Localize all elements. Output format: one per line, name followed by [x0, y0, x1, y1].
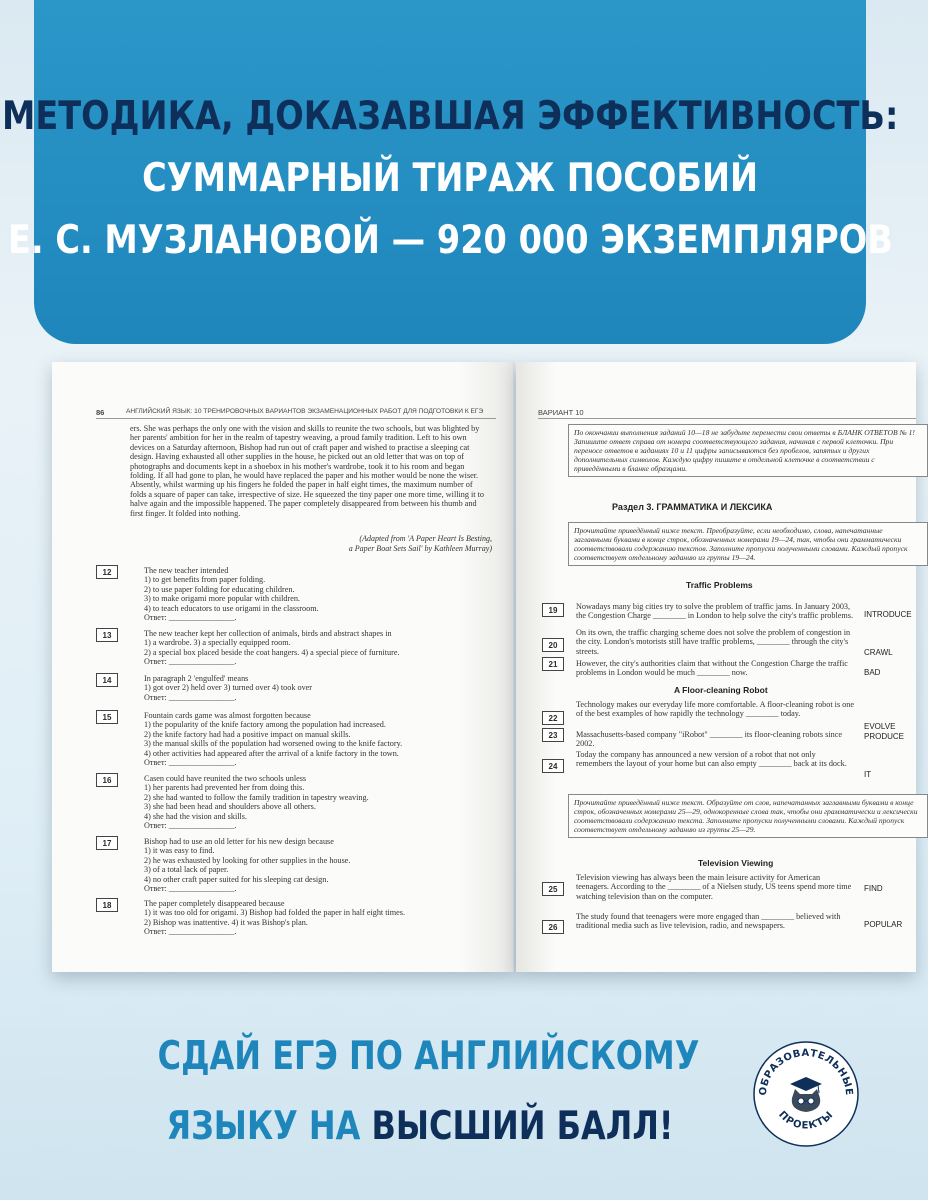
slogan-line-2-normal: ЯЗЫКУ НА [166, 1104, 372, 1149]
publisher-logo [752, 1040, 860, 1148]
base-word: INTRODUCE [864, 610, 912, 619]
header-rule [96, 418, 496, 419]
instruction-box: По окончании выполнения заданий 10—18 не забудьте перенести свои ответы в БЛАНК ОТВЕТОВ № 1! Запишите ответ справа от номера соответствующего задания, начиная с первой клеточки. При переносе ответов в заданиях 10 и 11 цифры записываются без пробелов, запятых и других дополнительных символов. Каждую цифру пишите в отдельной клеточке в соответствии с приведёнными в бланке образцами. [568, 424, 928, 477]
text-title: Television Viewing [698, 858, 774, 868]
right-page [516, 362, 916, 972]
task-sentence: Massachusetts-based company "iRobot" ________ its floor-cleaning robots since 2002. [576, 730, 842, 749]
task-sentence: On its own, the traffic charging scheme does not solve the problem of congestion in the city. London's motorists still have traffic problems, ________ through the city's streets. [576, 628, 851, 656]
left-page [52, 362, 514, 972]
task-sentence: The study found that teenagers were more engaged than ________ believed with traditional media such as live television, radio, and newspapers. [576, 912, 841, 931]
base-word: POPULAR [864, 920, 903, 929]
question-number: 18 [96, 898, 118, 912]
question-number: 22 [542, 711, 564, 725]
logo-seal [752, 1040, 860, 1148]
logo-bottom-text: ПРОЕКТЫ [776, 1109, 836, 1132]
question-number: 13 [96, 628, 118, 642]
instruction-box: Прочитайте приведённый ниже текст. Образуйте от слов, напечатанных заглавными буквами в конце строк, обозначенных номерами 25—29, однокоренные слова так, чтобы они грамматически и лексически соответствовали содержанию текста. Заполните пропуски полученными словами. Каждый пропуск соответствует отдельному заданию из группы 25—29. [568, 794, 928, 838]
header-rule [538, 418, 916, 419]
question-number: 15 [96, 710, 118, 724]
question-text: Casen could have reunited the two schools unless 1) her parents had prevented her from doing this. 2) she had wanted to follow the family tradition in tapestry weaving. 3) she had been head and shoulders above all others. 4) she had the vision and skills. Ответ: ________________. [144, 774, 369, 831]
logo-top-text: ОБРАЗОВАТЕЛЬНЫЕ [757, 1047, 855, 1097]
question-number: 25 [542, 882, 564, 896]
section-title: Раздел 3. ГРАММАТИКА И ЛЕКСИКА [612, 502, 773, 512]
question-text: The paper completely disappeared because 1) it was too old for origami. 3) Bishop had folded the paper in half eight times. 2) Bishop was inattentive. 4) it was Bishop's plan. Ответ: ________________. [144, 899, 406, 937]
slogan-line-1: СДАЙ ЕГЭ ПО АНГЛИЙСКОМУ [157, 1034, 700, 1079]
question-number: 14 [96, 673, 118, 687]
page-number: 86 [96, 408, 105, 417]
question-number: 19 [542, 603, 564, 617]
question-text: The new teacher kept her collection of animals, birds and abstract shapes in 1) a wardrobe. 3) a specially equipped room. 2) a special box placed beside the coat hangers. 4) a special piece of furniture. Ответ: ________________. [144, 629, 400, 667]
base-word: IT [864, 770, 872, 779]
base-word: FIND [864, 884, 883, 893]
question-number: 16 [96, 773, 118, 787]
question-text: Fountain cards game was almost forgotten because 1) the popularity of the knife factory among the population had increased. 2) the knife factory had had a positive impact on manual skills. 3) the manual skills of the population had worsened owing to the knife factory. 4) other activities had appeared after the arrival of a knife factory in the town. Ответ: ________________. [144, 711, 403, 768]
base-word: BAD [864, 668, 881, 677]
base-word: CRAWL [864, 648, 893, 657]
base-word: EVOLVE [864, 722, 896, 731]
task-sentence: Today the company has announced a new version of a robot that not only remembers the layout of your home but can also empty ________ back at its dock. [576, 750, 847, 769]
instruction-box: Прочитайте приведённый ниже текст. Преобразуйте, если необходимо, слова, напечатанные заглавными буквами в конце строк, обозначенных номерами 19—24, так, чтобы они грамматически соответствовали содержанию текстов. Заполните пропуски полученными словами. Каждый пропуск соответствует отдельному заданию из группы 19—24. [568, 522, 928, 566]
question-number: 12 [96, 565, 118, 579]
cat-graduate-icon [790, 1077, 822, 1112]
variant-head: ВАРИАНТ 10 [538, 408, 584, 417]
text-title: A Floor-cleaning Robot [674, 685, 768, 695]
banner-line-3: Е. С. МУЗЛАНОВОЙ — 920 000 ЭКЗЕМПЛЯРОВ [7, 218, 893, 263]
slogan-line-2-strong: ВЫСШИЙ БАЛЛ! [371, 1104, 674, 1149]
question-number: 17 [96, 836, 118, 850]
top-banner [1, 0, 899, 344]
story-paragraph: ers. She was perhaps the only one with the vision and skills to reunite the two schools, but was blighted by her parents' ambition for her in the realm of tapestry weaving, a proud family tradition. Left to his own devices on a Saturday afternoon, Bishop had run out of craft paper and wished to practise a sleeping cat design. Having exhausted all other supplies in the house, he picked out an old letter that was on top of photographs and documents kept in a shoebox in his mother's wardrobe, took it to his room and began folding. If all had gone to plan, he would have replaced the paper and his mother would be none the wiser. Absently, whilst warming up his fingers he folded the paper in half eight times, the maximum number of folds a square of paper can take, irrespective of size. He squeezed the tiny paper one more time, willing it to halve again and the impossible happened. The paper completely disappeared from between his thumb and first finger. It folded into nothing. [130, 424, 484, 518]
question-text: In paragraph 2 'engulfed' means 1) got over 2) held over 3) turned over 4) took over Ответ: ________________. [144, 674, 313, 702]
question-number: 20 [542, 638, 564, 652]
task-sentence: Nowadays many big cities try to solve the problem of traffic jams. In January 2003, the Congestion Charge ________ in London to help solve the city's traffic problems. [576, 602, 854, 621]
question-text: Bishop had to use an old letter for his new design because 1) it was easy to find. 2) he was exhausted by looking for other supplies in the house. 3) of a total lack of paper. 4) no other craft paper suited for his sleeping cat design. Ответ: ________________. [144, 837, 351, 894]
attribution-line-2: a Paper Boat Sets Sail' by Kathleen Murray) [348, 544, 492, 553]
task-sentence: However, the city's authorities claim that without the Congestion Charge the traffic problems in London would be much ________ now. [576, 659, 848, 678]
open-book [52, 352, 918, 978]
running-head: АНГЛИЙСКИЙ ЯЗЫК: 10 ТРЕНИРОВОЧНЫХ ВАРИАНТОВ ЭКЗАМЕНАЦИОННЫХ РАБОТ ДЛЯ ПОДГОТОВКИ К ЕГЭ [126, 408, 484, 415]
question-number: 24 [542, 759, 564, 773]
task-sentence: Television viewing has always been the main leisure activity for American teenagers. According to the ________ of a Nielsen study, US teens spend more time watching television than on the computer. [576, 873, 852, 901]
banner-line-2: СУММАРНЫЙ ТИРАЖ ПОСОБИЙ [142, 156, 758, 201]
question-number: 21 [542, 657, 564, 671]
banner-line-1: МЕТОДИКА, ДОКАЗАВШАЯ ЭФФЕКТИВНОСТЬ: [1, 94, 899, 139]
slogan-line-2 [158, 1104, 683, 1149]
question-number: 23 [542, 728, 564, 742]
task-sentence: Technology makes our everyday life more comfortable. A floor-cleaning robot is one of the best examples of how rapidly the technology ________ today. [576, 700, 855, 719]
text-title: Traffic Problems [686, 580, 753, 590]
base-word: PRODUCE [864, 732, 905, 741]
attribution-line-1: (Adapted from 'A Paper Heart Is Besting, [359, 534, 492, 543]
question-text: The new teacher intended 1) to get benefits from paper folding. 2) to use paper folding for educating children. 3) to make origami more popular with children. 4) to teach educators to use origami in the classroom. Ответ: ________________. [144, 566, 319, 623]
question-number: 26 [542, 920, 564, 934]
